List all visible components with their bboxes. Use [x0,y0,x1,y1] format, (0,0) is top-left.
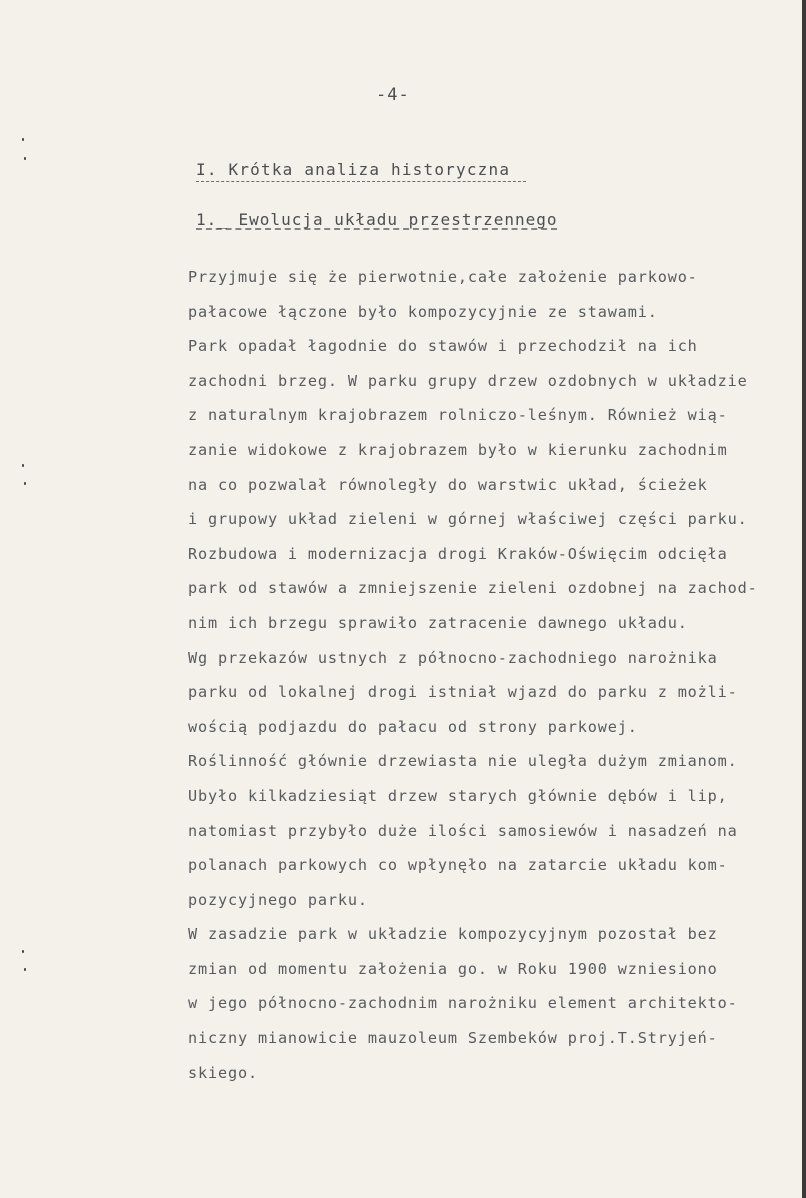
text-line: park od stawów a zmniejszenie zieleni ozdobnej na zachod- [188,579,758,598]
text-line: skiego. [188,1063,258,1082]
text-line: na co pozwalał równoległy do warstwic układ, ścieżek [188,475,708,494]
text-line: Wg przekazów ustnych z północno-zachodniego narożnika [188,648,718,667]
text-line: Roślinność głównie drzewiasta nie uległa dużym zmianom. [188,752,738,771]
text-line: pozycyjnego parku. [188,890,368,909]
text-line: zachodni brzeg. W parku grupy drzew ozdobnych w układzie [188,371,748,390]
text-line: natomiast przybyło duże ilości samosiewów i nasadzeń na [188,821,738,840]
text-line: pałacowe łączone było kompozycyjnie ze stawami. [188,302,658,321]
text-line: w jego północno-zachodnim narożniku element architekto- [188,994,738,1013]
text-line: wością podjazdu do pałacu od strony parkowej. [188,717,638,736]
text-line: i grupowy układ zieleni w górnej właściwej części parku. [188,510,748,529]
text-line: nim ich brzegu sprawiło zatracenie dawnego układu. [188,613,688,632]
punch-mark [22,138,24,141]
body-paragraph [188,260,788,1090]
punch-mark [22,464,24,467]
section-title: I. Krótka analiza historyczna [196,160,511,179]
punch-mark [22,950,24,953]
text-line: Ubyło kilkadziesiąt drzew starych głównie dębów i lip, [188,786,728,805]
text-line: niczny mianowicie mauzoleum Szembeków proj.T.Stryjeń- [188,1029,718,1048]
subsection-title: 1._ Ewolucja układu przestrzennego [196,210,558,229]
text-line: z naturalnym krajobrazem rolniczo-leśnym. Również wią- [188,406,728,425]
text-line: Rozbudowa i modernizacja drogi Kraków-Oświęcim odcięła [188,544,728,563]
text-line: zmian od momentu założenia go. w Roku 1900 wzniesiono [188,959,718,978]
page-edge-shadow [802,0,806,1198]
text-line: W zasadzie park w układzie kompozycyjnym pozostał bez [188,925,718,944]
text-line: polanach parkowych co wpłynęło na zatarcie układu kom- [188,856,728,875]
text-line: Przyjmuje się że pierwotnie,całe założenie parkowo- [188,268,698,286]
punch-mark [24,157,26,160]
text-line: Park opadał łagodnie do stawów i przechodził na ich [188,337,698,356]
punch-mark [24,968,26,971]
text-line: zanie widokowe z krajobrazem było w kierunku zachodnim [188,440,728,459]
punch-mark [24,482,26,485]
section-title-dashed-underline [196,181,526,182]
text-line: parku od lokalnej drogi istniał wjazd do parku z możli- [188,683,738,702]
page-number: -4- [376,85,410,105]
